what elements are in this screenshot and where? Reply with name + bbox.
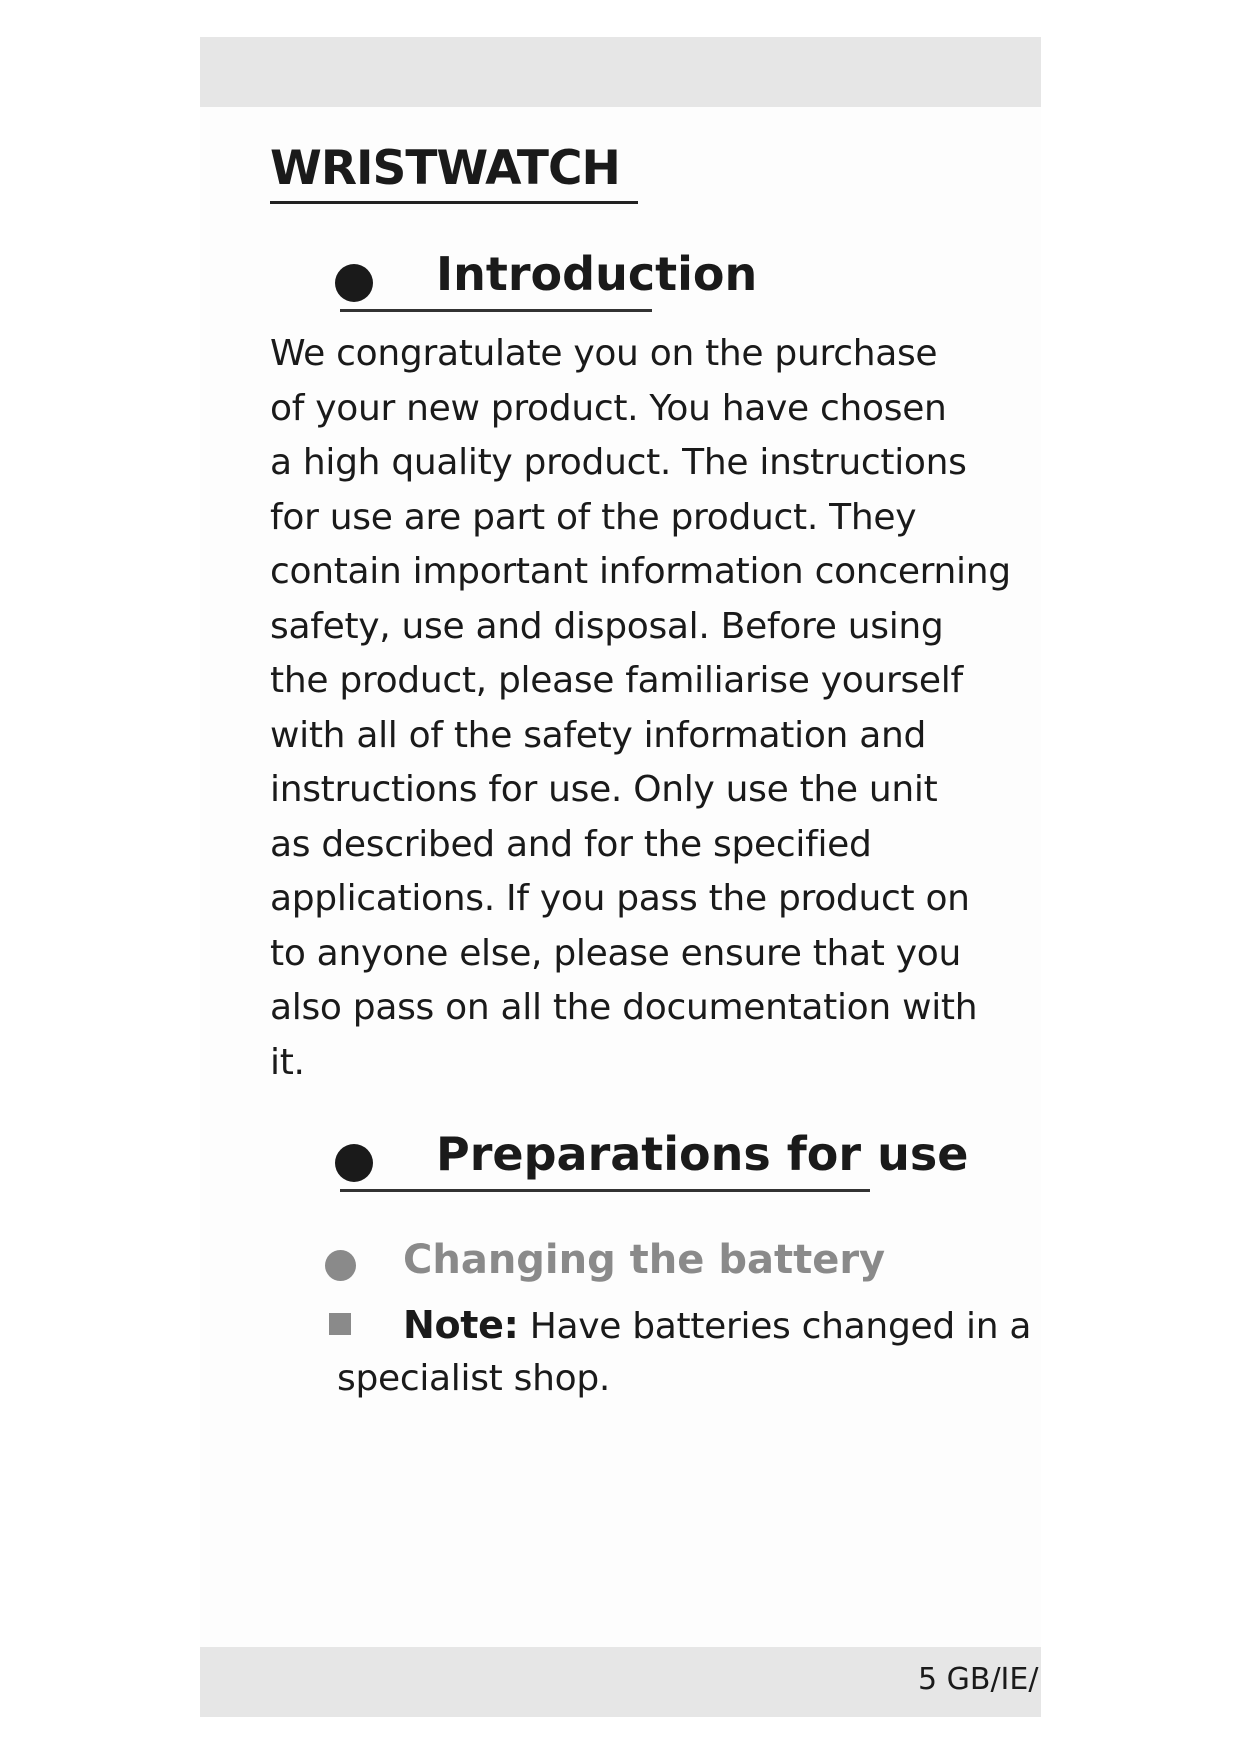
note-second-line: specialist shop.	[337, 1358, 611, 1399]
paragraph-line: contain important information concerning	[270, 551, 1011, 592]
document-page	[200, 37, 1041, 1717]
grey-circle-bullet-icon	[325, 1250, 356, 1281]
paragraph-line: it.	[270, 1041, 305, 1083]
battery-note	[325, 1299, 1040, 1405]
header-bar	[200, 37, 1041, 107]
note-text: Have batteries changed in a	[518, 1306, 1032, 1347]
footer-bar	[200, 1647, 1041, 1717]
paragraph-line: of your new product. You have chosen	[270, 387, 947, 429]
document-title: WRISTWATCH	[270, 141, 638, 204]
paragraph-line: instructions for use. Only use the unit	[270, 769, 938, 810]
changing-battery-heading	[325, 1236, 885, 1284]
paragraph-line: as described and for the specified	[270, 823, 872, 865]
heading-underline	[340, 309, 652, 312]
paragraph-line: to anyone else, please ensure that you	[270, 932, 961, 974]
heading-underline	[340, 1189, 870, 1192]
paragraph-line: We congratulate you on the purchase	[270, 333, 938, 374]
paragraph-line: for use are part of the product. They	[270, 496, 917, 538]
page-number: 5 GB/IE/	[918, 1662, 1039, 1697]
note-first-line	[325, 1299, 1040, 1353]
introduction-heading-text: Introduction	[436, 247, 758, 301]
paragraph-line: a high quality product. The instructions	[270, 442, 967, 483]
preparations-heading	[340, 1127, 968, 1182]
filled-circle-bullet-icon	[335, 1144, 373, 1182]
introduction-heading	[340, 247, 757, 302]
preparations-heading-text: Preparations for use	[436, 1127, 969, 1181]
note-label: Note:	[403, 1303, 519, 1347]
introduction-paragraph	[270, 327, 1030, 1090]
filled-circle-bullet-icon	[335, 264, 373, 302]
paragraph-line: also pass on all the documentation with	[270, 987, 978, 1028]
changing-battery-heading-text: Changing the battery	[403, 1237, 886, 1283]
grey-square-icon	[329, 1313, 351, 1335]
paragraph-line: the product, please familiarise yourself	[270, 660, 963, 701]
paragraph-line: applications. If you pass the product on	[270, 878, 970, 919]
paragraph-line: with all of the safety information and	[270, 714, 927, 756]
paragraph-line: safety, use and disposal. Before using	[270, 605, 944, 647]
